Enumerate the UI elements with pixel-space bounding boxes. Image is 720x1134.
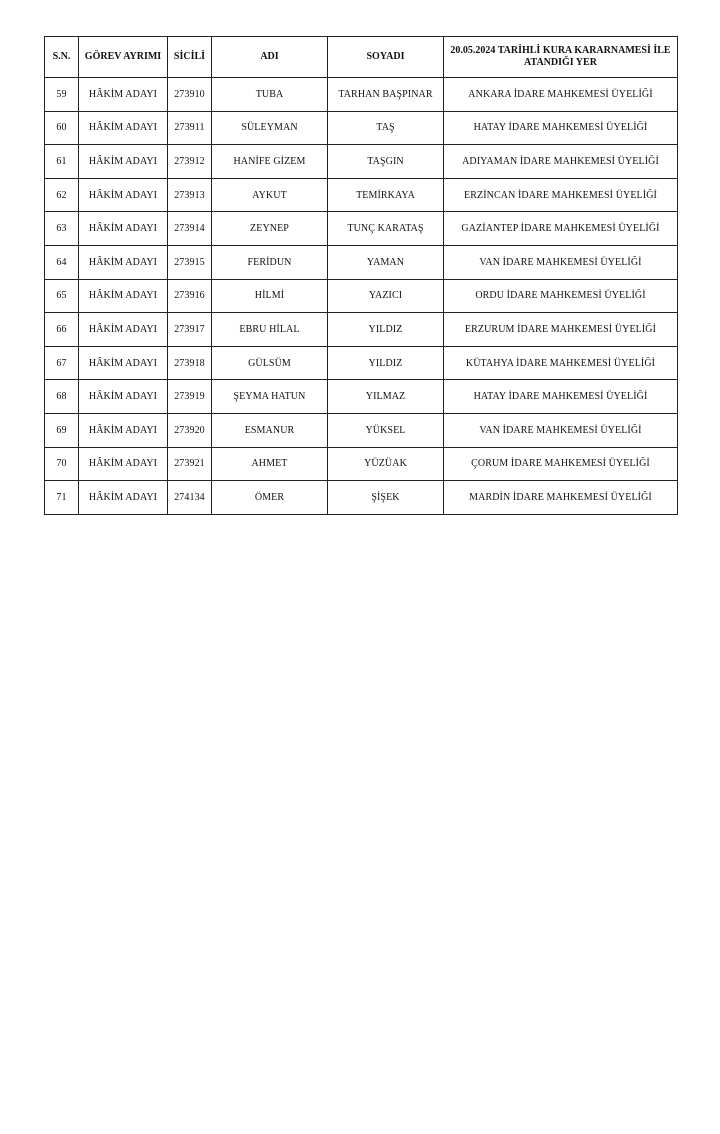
cell-last-name: TARHAN BAŞPINAR	[328, 78, 444, 112]
cell-serial-number: 68	[45, 380, 79, 414]
cell-assigned-place: ERZİNCAN İDARE MAHKEMESİ ÜYELİĞİ	[444, 178, 678, 212]
cell-serial-number: 65	[45, 279, 79, 313]
cell-serial-number: 64	[45, 245, 79, 279]
cell-registry-number: 273921	[168, 447, 212, 481]
table-row	[45, 447, 678, 481]
cell-serial-number: 70	[45, 447, 79, 481]
cell-assigned-place: MARDİN İDARE MAHKEMESİ ÜYELİĞİ	[444, 481, 678, 515]
cell-last-name: YAMAN	[328, 245, 444, 279]
cell-first-name: SÜLEYMAN	[212, 111, 328, 145]
cell-first-name: ÖMER	[212, 481, 328, 515]
cell-duty-type: HÂKİM ADAYI	[79, 78, 168, 112]
cell-first-name: AHMET	[212, 447, 328, 481]
cell-duty-type: HÂKİM ADAYI	[79, 346, 168, 380]
cell-assigned-place: HATAY İDARE MAHKEMESİ ÜYELİĞİ	[444, 380, 678, 414]
cell-registry-number: 273916	[168, 279, 212, 313]
cell-first-name: ŞEYMA HATUN	[212, 380, 328, 414]
header-first-name: ADI	[212, 37, 328, 78]
cell-registry-number: 273920	[168, 413, 212, 447]
cell-last-name: TAŞ	[328, 111, 444, 145]
cell-duty-type: HÂKİM ADAYI	[79, 111, 168, 145]
cell-last-name: ŞİŞEK	[328, 481, 444, 515]
table-row	[45, 279, 678, 313]
cell-serial-number: 60	[45, 111, 79, 145]
cell-last-name: YILMAZ	[328, 380, 444, 414]
cell-duty-type: HÂKİM ADAYI	[79, 313, 168, 347]
cell-registry-number: 273917	[168, 313, 212, 347]
table-row	[45, 178, 678, 212]
cell-serial-number: 62	[45, 178, 79, 212]
table-header-row	[45, 37, 678, 78]
cell-serial-number: 63	[45, 212, 79, 246]
cell-assigned-place: ANKARA İDARE MAHKEMESİ ÜYELİĞİ	[444, 78, 678, 112]
header-serial-number: S.N.	[45, 37, 79, 78]
cell-registry-number: 273919	[168, 380, 212, 414]
cell-assigned-place: ÇORUM İDARE MAHKEMESİ ÜYELİĞİ	[444, 447, 678, 481]
table-row	[45, 313, 678, 347]
cell-first-name: HANİFE GİZEM	[212, 145, 328, 179]
table-row	[45, 111, 678, 145]
cell-duty-type: HÂKİM ADAYI	[79, 413, 168, 447]
cell-assigned-place: KÜTAHYA İDARE MAHKEMESİ ÜYELİĞİ	[444, 346, 678, 380]
cell-last-name: YAZICI	[328, 279, 444, 313]
table-row	[45, 212, 678, 246]
cell-first-name: ZEYNEP	[212, 212, 328, 246]
cell-duty-type: HÂKİM ADAYI	[79, 178, 168, 212]
cell-duty-type: HÂKİM ADAYI	[79, 212, 168, 246]
cell-duty-type: HÂKİM ADAYI	[79, 447, 168, 481]
cell-serial-number: 67	[45, 346, 79, 380]
cell-assigned-place: HATAY İDARE MAHKEMESİ ÜYELİĞİ	[444, 111, 678, 145]
cell-registry-number: 273911	[168, 111, 212, 145]
cell-duty-type: HÂKİM ADAYI	[79, 279, 168, 313]
cell-registry-number: 273912	[168, 145, 212, 179]
table-row	[45, 413, 678, 447]
cell-first-name: ESMANUR	[212, 413, 328, 447]
header-last-name: SOYADI	[328, 37, 444, 78]
cell-first-name: EBRU HİLAL	[212, 313, 328, 347]
table-row	[45, 346, 678, 380]
header-registry-number: SİCİLİ	[168, 37, 212, 78]
header-duty-type: GÖREV AYRIMI	[79, 37, 168, 78]
appointment-table	[44, 36, 678, 515]
cell-serial-number: 66	[45, 313, 79, 347]
table-body	[45, 78, 678, 515]
cell-assigned-place: ORDU İDARE MAHKEMESİ ÜYELİĞİ	[444, 279, 678, 313]
cell-assigned-place: VAN İDARE MAHKEMESİ ÜYELİĞİ	[444, 413, 678, 447]
cell-serial-number: 59	[45, 78, 79, 112]
document-page	[44, 36, 677, 515]
cell-first-name: FERİDUN	[212, 245, 328, 279]
cell-first-name: HİLMİ	[212, 279, 328, 313]
cell-registry-number: 273915	[168, 245, 212, 279]
cell-assigned-place: VAN İDARE MAHKEMESİ ÜYELİĞİ	[444, 245, 678, 279]
table-row	[45, 481, 678, 515]
cell-last-name: YILDIZ	[328, 346, 444, 380]
cell-registry-number: 273914	[168, 212, 212, 246]
table-row	[45, 380, 678, 414]
cell-first-name: TUBA	[212, 78, 328, 112]
cell-serial-number: 61	[45, 145, 79, 179]
cell-duty-type: HÂKİM ADAYI	[79, 380, 168, 414]
table-row	[45, 145, 678, 179]
cell-serial-number: 69	[45, 413, 79, 447]
cell-assigned-place: ERZURUM İDARE MAHKEMESİ ÜYELİĞİ	[444, 313, 678, 347]
cell-registry-number: 273913	[168, 178, 212, 212]
cell-last-name: TEMİRKAYA	[328, 178, 444, 212]
cell-serial-number: 71	[45, 481, 79, 515]
cell-duty-type: HÂKİM ADAYI	[79, 145, 168, 179]
table-row	[45, 245, 678, 279]
cell-first-name: AYKUT	[212, 178, 328, 212]
cell-last-name: YÜZÜAK	[328, 447, 444, 481]
cell-assigned-place: ADIYAMAN İDARE MAHKEMESİ ÜYELİĞİ	[444, 145, 678, 179]
table-row	[45, 78, 678, 112]
cell-last-name: TUNÇ KARATAŞ	[328, 212, 444, 246]
cell-duty-type: HÂKİM ADAYI	[79, 481, 168, 515]
cell-duty-type: HÂKİM ADAYI	[79, 245, 168, 279]
cell-last-name: TAŞGIN	[328, 145, 444, 179]
cell-registry-number: 273910	[168, 78, 212, 112]
cell-last-name: YÜKSEL	[328, 413, 444, 447]
cell-registry-number: 274134	[168, 481, 212, 515]
cell-registry-number: 273918	[168, 346, 212, 380]
cell-last-name: YILDIZ	[328, 313, 444, 347]
cell-first-name: GÜLSÜM	[212, 346, 328, 380]
cell-assigned-place: GAZİANTEP İDARE MAHKEMESİ ÜYELİĞİ	[444, 212, 678, 246]
header-assigned-place: 20.05.2024 TARİHLİ KURA KARARNAMESİ İLE ATANDIĞI YER	[444, 37, 678, 78]
